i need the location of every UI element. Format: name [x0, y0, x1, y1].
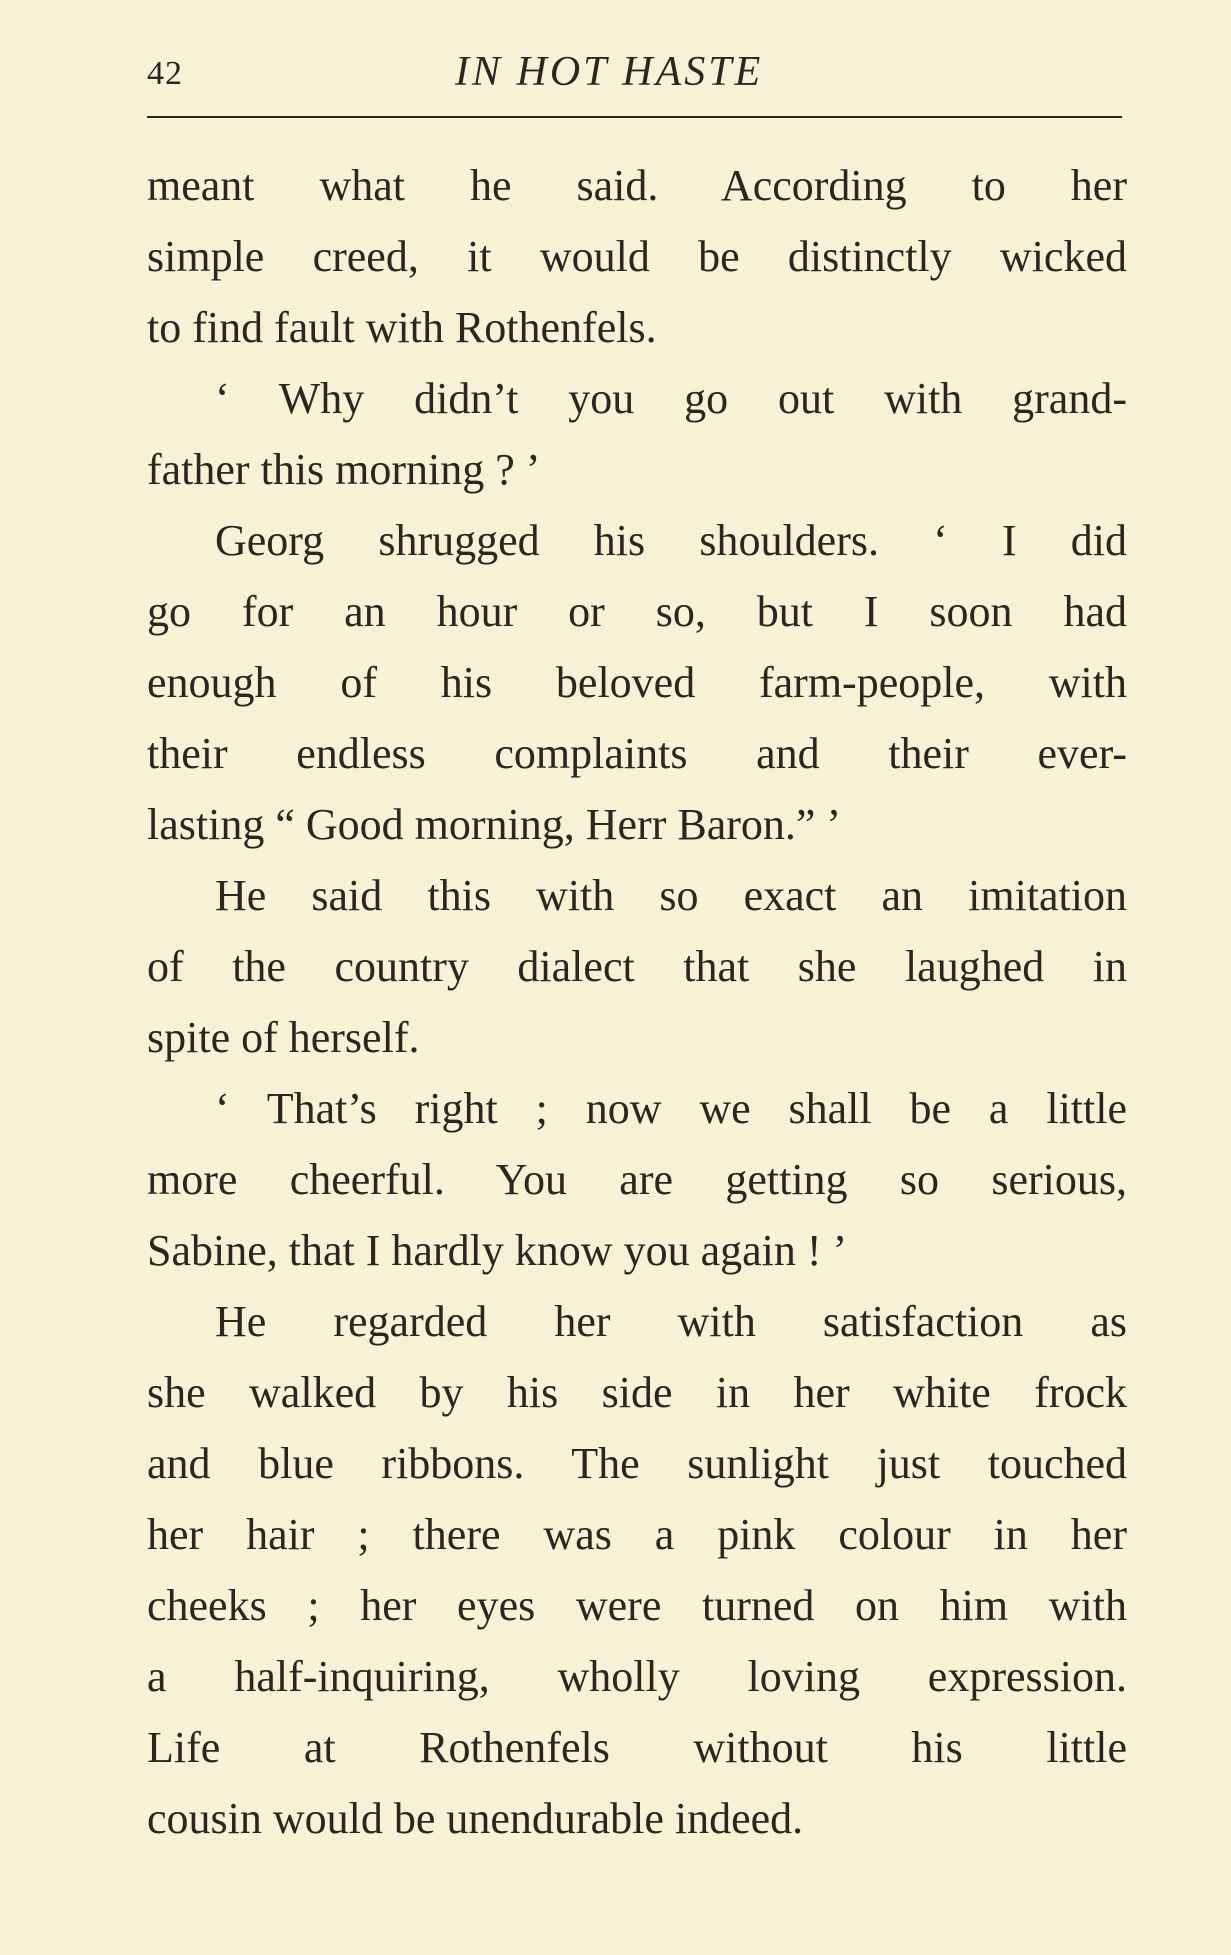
text-line: father this morning ? ’ — [147, 445, 541, 494]
text-line: Sabine, that I hardly know you again ! ’ — [147, 1226, 848, 1275]
text-line: cousin would be unendurable indeed. — [147, 1794, 804, 1843]
text-line: their endless complaints and their ever- — [147, 729, 1127, 778]
text-line: ‘ Why didn’t you go out with grand- — [215, 374, 1127, 423]
text-line: He regarded her with satisfaction as — [215, 1297, 1127, 1346]
text-line: to find fault with Rothenfels. — [147, 303, 657, 352]
text-line: cheeks ; her eyes were turned on him with — [147, 1581, 1127, 1630]
running-title: IN HOT HASTE — [455, 49, 764, 95]
text-line: lasting “ Good morning, Herr Baron.” ’ — [147, 800, 842, 849]
text-line: simple creed, it would be distinctly wicked — [147, 232, 1127, 281]
header-rule — [147, 116, 1122, 118]
text-line: a half-inquiring, wholly loving expression. — [147, 1652, 1127, 1701]
text-line: and blue ribbons. The sunlight just touched — [147, 1439, 1127, 1488]
text-line: enough of his beloved farm-people, with — [147, 658, 1127, 707]
text-line: of the country dialect that she laughed in — [147, 942, 1127, 991]
text-line: she walked by his side in her white frock — [147, 1368, 1127, 1417]
text-line: more cheerful. You are getting so serious, — [147, 1155, 1127, 1204]
text-line: ‘ That’s right ; now we shall be a little — [215, 1084, 1127, 1133]
text-line: go for an hour or so, but I soon had — [147, 587, 1127, 636]
text-line: meant what he said. According to her — [147, 161, 1127, 210]
page-number: 42 — [147, 55, 183, 92]
text-line: Georg shrugged his shoulders. ‘ I did — [215, 516, 1127, 565]
text-line: He said this with so exact an imitation — [215, 871, 1127, 920]
text-line: Life at Rothenfels without his little — [147, 1723, 1127, 1772]
body-text — [147, 150, 1127, 1854]
text-line: her hair ; there was a pink colour in her — [147, 1510, 1127, 1559]
text-line: spite of herself. — [147, 1013, 420, 1062]
